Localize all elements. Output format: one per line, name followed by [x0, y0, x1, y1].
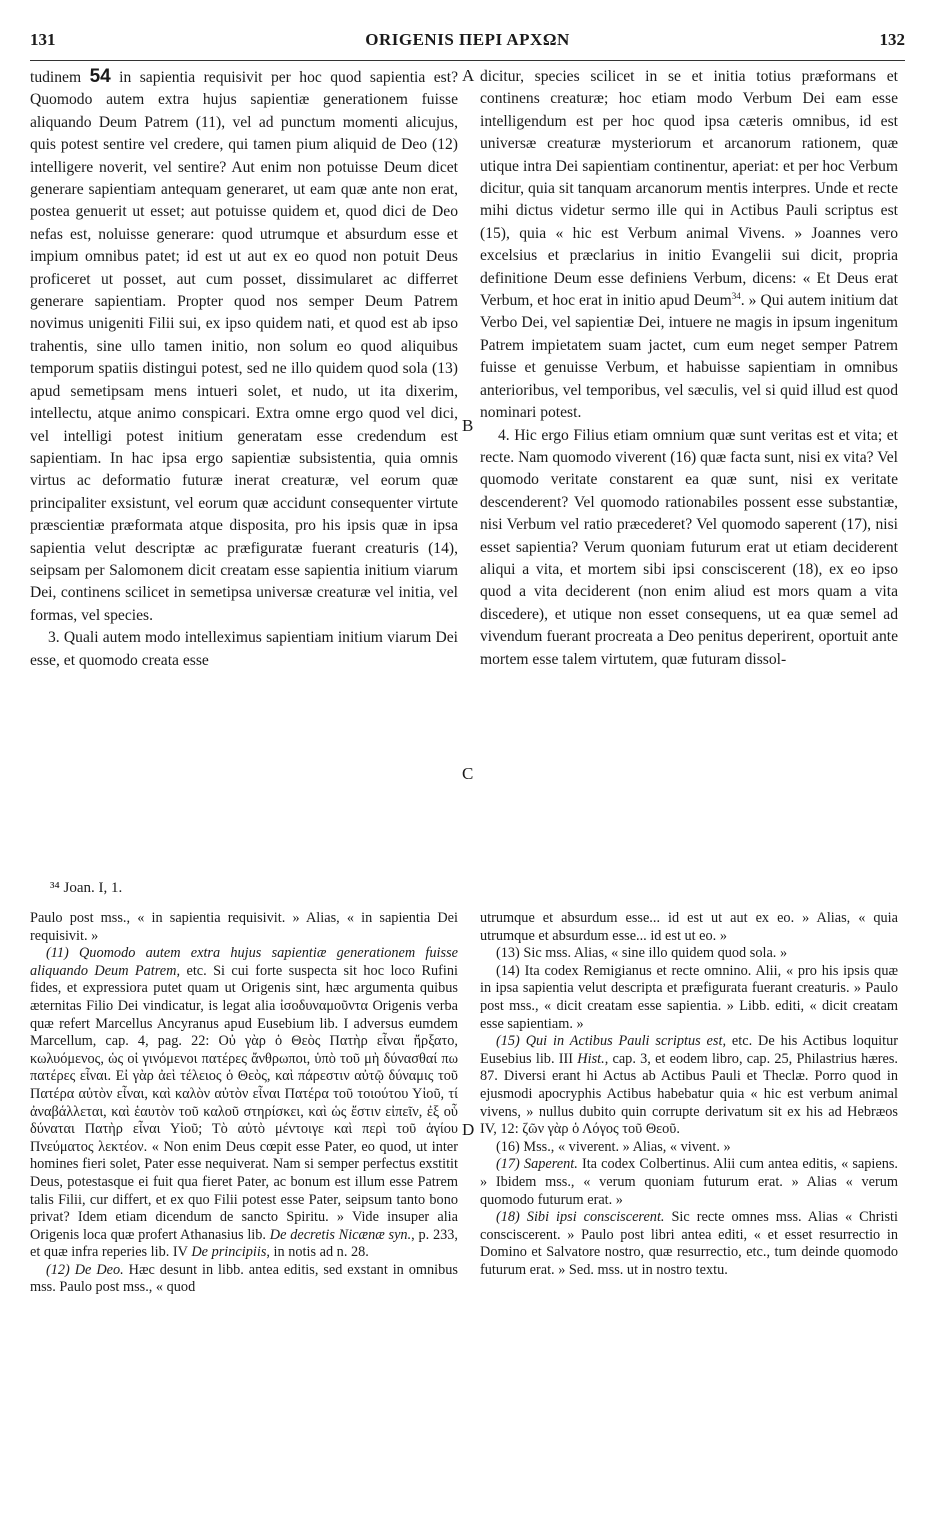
note-text: etc. De his Actibus loquitur Eusebius lib. III — [480, 1033, 898, 1067]
note-15 — [480, 1033, 898, 1139]
margin-marker-b: B — [462, 416, 474, 435]
note-16: (16) Mss., « viverent. » Alias, « vivent. » — [496, 1138, 731, 1155]
note-continuation: Paulo post mss., « in sapientia requisivit. » Alias, « in sapientia Dei requisivit. » — [30, 910, 458, 944]
note-text: , in notis ad n. 28. — [266, 1244, 369, 1261]
note-text: Ita codex Colbertinus. Alii cum antea editis, « sapiens. » Ibidem mss., « verum quoniam futurum erat. » Alias « verum quomodo futurum erat. » — [480, 1156, 898, 1208]
note-heading: (17) Saperent. — [496, 1156, 578, 1173]
header-rule — [30, 60, 905, 61]
main-text-left-column — [30, 66, 458, 866]
note-italic: De decretis Nicænæ syn. — [269, 1226, 412, 1243]
scripture-reference-mark: 34 — [731, 290, 741, 301]
note-heading: (18) Sibi ipsi consciscerent. — [496, 1209, 665, 1226]
text-fragment: in sapientia requisivit per hoc quod sapientia est? Quomodo autem extra hujus sapientiæ generationem fuisse aliquando Deum Patrem (11), vel ad punctum momenti alicujus, quis potest sentire vel credere, qui tamen pium aliquid de Deo (12) intelligere noverit, vel sentire? Aut enim non potuisse Deum dicet generare sapientiam antequam generaret, ut eam quæ ante non erat, postea genuerit ut esset; aut potuisse quidem et, quod dici de Deo nefas est, noluisse generare: quod utrumque et absurdum esse et impium omnibus patet; id est ut aut ex eo quod non potuit Deus proficeret ut posset, aut cum posset, dissimularet ac differret generare sapientiam. Propter quod nos semper Deum Patrem novimus unigeniti Filii sui, ex ipso quidem nati, et quod est ab ipso trahentis, sine ullo tamen initio, non solum eo quod aliquibus temporum spatiis distingui potest, sed ne illo quidem quod sola (13) apud semetipsam mens intueri solet, et nudo, ut ita dixerim, intellectu, atque animo conspicari. Extra omne ergo quod vel dici, vel intelligi potest initium generatam esse credendum est sapientiam. In hac ipsa ergo sapientiæ subsistentia, quia omnis virtus ac deformatio futuræ inerat creaturæ, vel eorum quæ principaliter exsistunt, vel eorum quæ accidunt consequenter virtute præscientiæ præformata atque disposita, pro his ipsis quæ in ipsa sapientia velut descriptæ ac præfiguratæ fuerant creaturis (14), seipsam per Salomonem dicit creatam esse sapientia initium viarum Dei, continens scilicet in semetipsa universæ creaturæ vel initia, vel formas, vel species. — [30, 69, 458, 624]
running-title: ORIGENIS ΠΕΡΙ ΑΡΧΩΝ — [365, 30, 570, 49]
margin-marker-a: A — [462, 66, 475, 85]
note-17 — [480, 1156, 898, 1209]
main-right-paragraph-2: 4. Hic ergo Filius etiam omnium quæ sunt veritas est et vita; et recte. Nam quomodo viverent (16) quæ facta sunt, nisi ex vita? Vel quomodo veritate constarent ea quæ sunt, nisi ex veritate descenderent? Vel quomodo rationabiles possent esse substantiæ, nisi Verbum vel ratio præcederet? Vel quomodo saperent (17), nisi esset sapientia? Verum quoniam futurum erat ut etiam deciderent aliqui a vita, et mortem sibi ipsi consciscerent (18), ex eo ipso quod a vita deciderent (non enim aliud est mors quam a vita discedere), et utique non esset consequens, ut ea quæ semel ad vivendum fuerant procreata a Deo penitus deperirent, oportuit ante mortem esse talem virtutem, quæ futuram dissol- — [480, 426, 898, 668]
main-left-paragraph-1 — [30, 66, 458, 627]
main-text-right-column — [480, 66, 898, 866]
note-heading: (11) Quomodo autem extra hujus sapientiæ generationem fuisse aliquando Deum Patrem, — [30, 945, 458, 979]
notes-left-column — [30, 910, 458, 1520]
margin-marker-d: D — [462, 1120, 475, 1139]
note-12-continuation: utrumque et absurdum esse... id est ut aut ex eo. » Alias, « quia utrumque et absurdum esse... id est ut eo. » — [480, 910, 898, 944]
note-text: Sic recte omnes mss. Alias « Christi consciscerent. » Paulo post libri antea editi, « et esset resurrectio in Domino et Salvatore nostro, quæ resurrectio, etc., tum deinde quomodo futurum erat. » Sed. mss. ut in nostro textu. — [480, 1209, 898, 1278]
note-11 — [30, 945, 458, 1262]
inline-page-number: 54 — [89, 66, 111, 87]
note-italic: Hist. — [577, 1050, 605, 1067]
text-fragment: tudinem — [30, 69, 82, 86]
page-number-left: 131 — [30, 30, 56, 49]
text-fragment: dicitur, species scilicet in se et initia totius præformans et continens creaturæ; hoc etiam modo Verbum Dei eam esse intelligendum est per hoc quod ipsa cæteris omnibus, id est universæ creaturæ mysteriorum et arcanorum rationem, quæ utique intra Dei sapientiam continentur, aperiat: et per hoc Verbum dicitur, quia sit tanquam arcanorum mentis interpres. Unde et recte mihi dictus videtur sermo ille qui in Actibus Pauli scriptus est (15), quia « hic est Verbum animal Vivens. » Joannes vero excelsius et præclarius in initio Evangelii sui dicit, propria definitione Deum esse definiens Verbum, dicens: « Et Deus erat Verbum, et hoc erat in initio apud Deum — [480, 68, 898, 310]
running-header — [30, 30, 905, 56]
note-text: Hæc desunt in libb. antea editis, sed exstant in omnibus mss. Paulo post mss., « quod — [30, 1261, 458, 1296]
text-fragment: . » Qui autem initium dat Verbo Dei, vel sapientiæ Dei, intuere ne magis in ipsum ingenitum Patrem impietatem suam jactet, cum eum neget semper Patrem fuisse et genuisse Verbum, et habuisse sapientiam in omnibus anterioribus, vel temporibus, vel sæculis, vel si quid illud est quod nominari potest. — [480, 292, 898, 422]
note-14: (14) Ita codex Remigianus et recte omnino. Alii, « pro his ipsis quæ in ipsa sapientia velut descripta et præfigurata fuerant creaturis. » Paulo post mss., « dicit creatam esse sapientia. » Libb. editi, « dicit creatam esse sapientiam. » — [480, 962, 898, 1032]
note-text: , cap. 3, et eodem libro, cap. 25, Philastrius hæres. 87. Diversi erant hi Actus ab Actibus Pauli et Theclæ. Porro quod in ejusmodi apocryphis Actibus habebatur quia « hic est verbum animal vivens, » nullus dubito quin corrupte derivatum sit ex his ad Hebræos IV, 12: ζῶν γὰρ ὁ Λόγος τοῦ Θεοῦ. — [480, 1050, 898, 1138]
note-13: (13) Sic mss. Alias, « sine illo quidem quod sola. » — [496, 945, 788, 962]
note-heading: (15) Qui in Actibus Pauli scriptus est, — [496, 1033, 727, 1050]
note-italic: De principiis — [191, 1244, 267, 1261]
note-18 — [480, 1209, 898, 1279]
main-right-paragraph-1 — [480, 66, 898, 425]
main-left-paragraph-2: 3. Quali autem modo intelleximus sapientiam initium viarum Dei esse, et quomodo creata esse — [30, 629, 458, 669]
notes-right-column — [480, 910, 898, 1520]
scripture-footnote: ³⁴ Joan. I, 1. — [50, 880, 123, 896]
note-text: etc. Si cui forte suspecta sit hoc loco Rufini fides, et expressiora putet quam ut Origenis sint, hæc argumenta quibus æternitas Filio Dei vindicatur, is legat alia ἰσοδυναμοῦντα Origenis verba quæ refert Marcellus Ancyranus apud Eusebium lib. I adversus eumdem Marcellum, cap. 4, pag. 22: Οὐ γὰρ ὁ Θεὸς Πατὴρ εἶναι ἤρξατο, κωλυόμενος, ὡς οἱ γινόμενοι πατέρες ἄνθρωποι, ὑπὸ τοῦ μὴ δύνασθαί πω πατέρες εἶναι. Εἰ γὰρ ἀεὶ τέλειος ὁ Θεὸς, καὶ πάρεστιν αὐτῷ δύναμις τοῦ Πατέρα αὐτὸν εἶναι, καὶ καλὸν αὐτὸν εἶναι Πατέρα τοῦ τοιούτου Υἱοῦ, τί ἀναβάλλεται, καὶ ἑαυτὸν τοῦ καλοῦ στηρίσκει, καὶ ὡς ἔστιν εἰπεῖν, ἐξ οὗ δύναται Πατὴρ εἶναι Υἱοῦ; Τὸ αὐτὸ μέντοιγε καὶ περὶ τοῦ ἁγίου Πνεύματος λεκτέον. « Non enim Deus cœpit esse Pater, eo quod, ut inter homines fieri solet, Pater esse nequiverat. Nam si semper perfectus exstitit Deus, potestasque ei fuit qua fieret Pater, ac bonum est illum esse Patrem talis Filii, cur differt, et ex quo Filii potest esse Pater, seipsum tanto bono privat? Idem etiam dicendum de sancto Spiritu. » Vide insuper alia Origenis loca quæ profert Athanasius lib. — [30, 962, 458, 1243]
note-text: , p. 233, et quæ infra reperies lib. IV — [30, 1226, 458, 1261]
page-number-right: 132 — [879, 30, 905, 49]
margin-marker-c: C — [462, 764, 474, 783]
note-heading: (12) De Deo. — [46, 1261, 124, 1278]
note-12 — [30, 1262, 458, 1297]
